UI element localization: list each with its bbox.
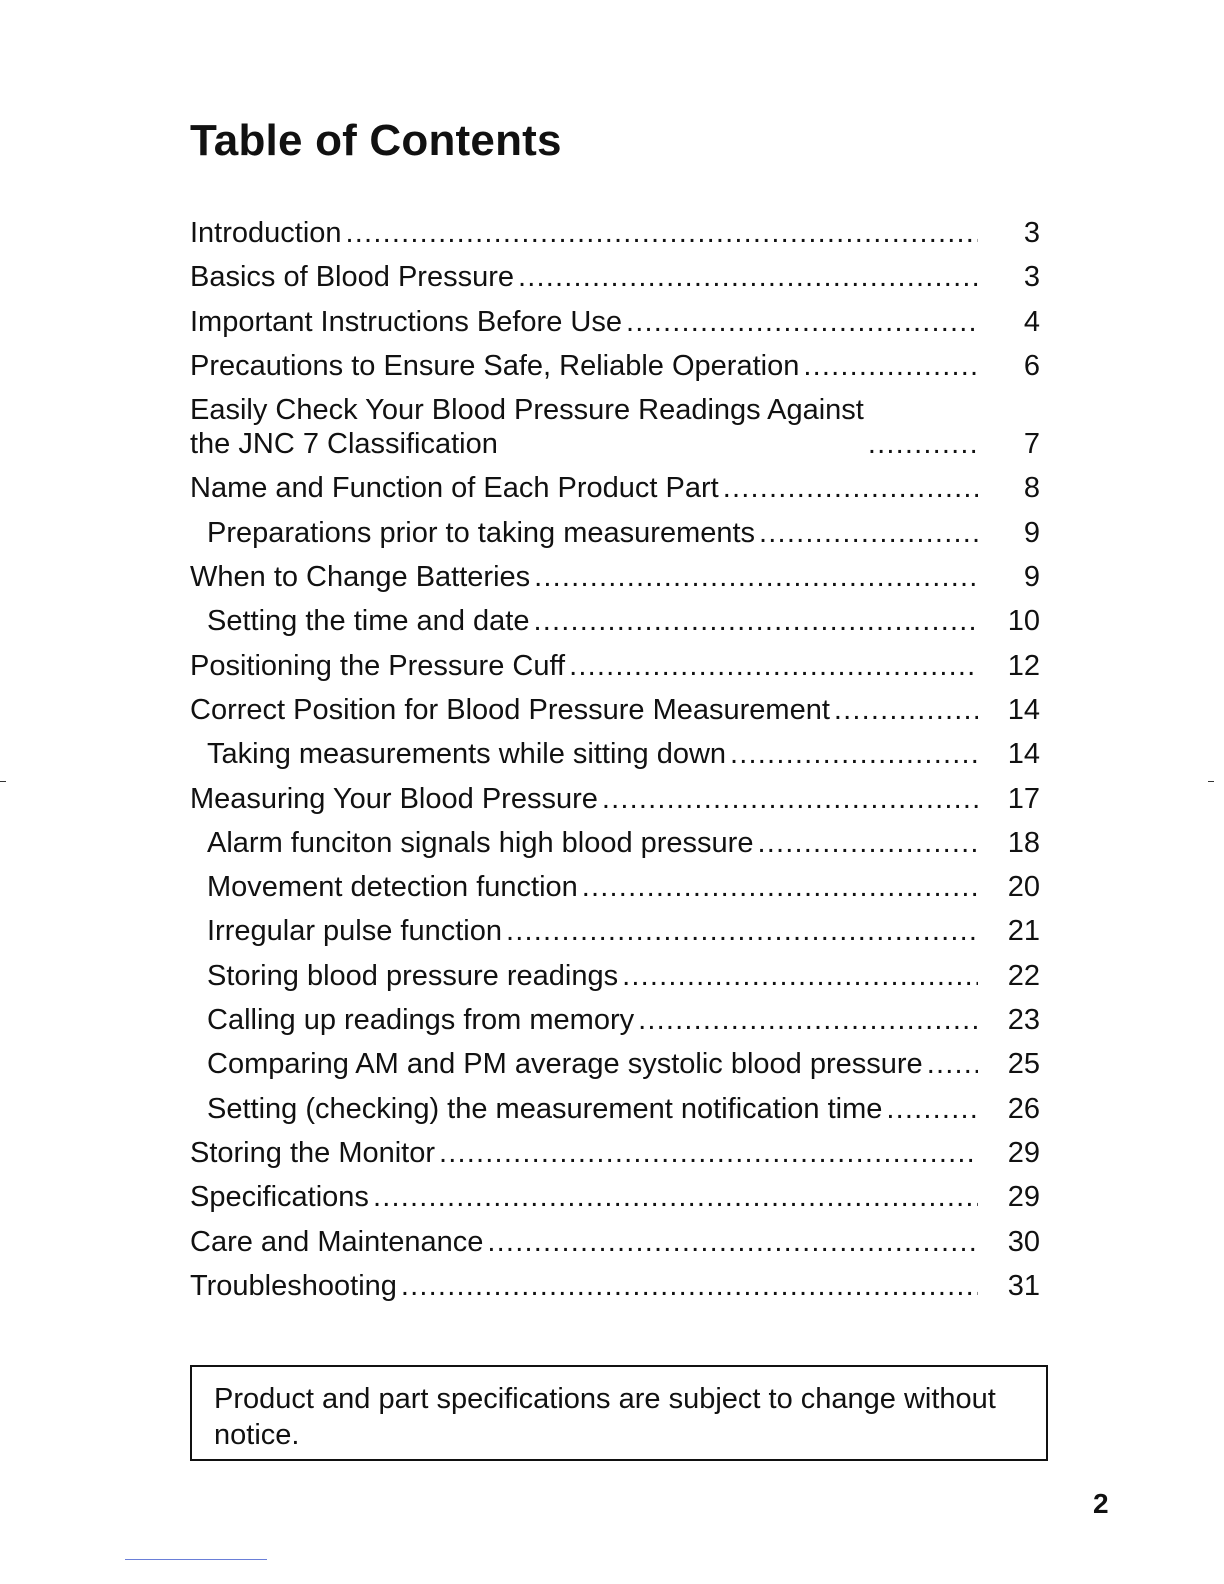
toc-entry-title [207, 604, 529, 638]
toc-entry-title-line: Storing blood pressure readings [207, 959, 619, 992]
toc-entry[interactable] [190, 604, 1040, 638]
toc-page-number: 22 [1007, 959, 1040, 992]
toc-entry-title-wrap [190, 516, 998, 550]
toc-entry-title [207, 516, 755, 550]
toc-entry-title-line: Correct Position for Blood Pressure Measurement [190, 693, 830, 726]
toc-entry-title-line: Measuring Your Blood Pressure [190, 782, 598, 815]
toc-entry-title-line: Easily Check Your Blood Pressure Readings Against [190, 394, 864, 427]
toc-page-number: 12 [1007, 649, 1040, 682]
toc-entry-title-wrap [190, 649, 998, 683]
toc-entry-title-wrap [190, 782, 998, 816]
toc-entry[interactable] [190, 260, 1040, 294]
toc-entry-title-line: Precautions to Ensure Safe, Reliable Operation [190, 349, 800, 382]
toc-entry-title-line: Setting the time and date [207, 605, 530, 638]
toc-dot-leader [868, 427, 978, 461]
toc-entry-title [190, 216, 342, 250]
toc-dot-leader [622, 959, 978, 993]
toc-dot-leader [626, 305, 978, 339]
toc-dot-leader [723, 471, 978, 505]
toc-entry-title-line: Comparing AM and PM average systolic blood pressure [207, 1048, 923, 1081]
toc-dot-leader [506, 914, 978, 948]
toc-dot-leader [803, 349, 978, 383]
toc-dot-leader [602, 782, 978, 816]
toc-page-number: 17 [1007, 782, 1040, 815]
toc-entry-title-wrap [190, 693, 998, 727]
table-of-contents [190, 216, 1040, 1313]
toc-dot-leader [346, 216, 978, 250]
toc-entry-title [190, 1136, 435, 1170]
toc-entry-title [190, 471, 719, 505]
toc-entry[interactable] [190, 1047, 1040, 1081]
toc-entry-title-line: Introduction [190, 217, 342, 249]
toc-entry-title-line: Movement detection function [207, 871, 578, 904]
toc-page-number: 31 [1007, 1269, 1040, 1302]
toc-entry-title-wrap [190, 1225, 998, 1259]
toc-entry-title-line: When to Change Batteries [190, 561, 531, 594]
toc-dot-leader [834, 693, 978, 727]
toc-dot-leader [533, 604, 978, 638]
toc-entry-title-wrap [190, 305, 998, 339]
toc-entry-title-wrap [190, 1269, 998, 1303]
crop-mark-right [1208, 781, 1214, 782]
toc-entry-title-wrap [190, 216, 998, 250]
toc-entry-title [207, 959, 618, 993]
toc-entry-title [207, 737, 726, 771]
toc-entry[interactable] [190, 649, 1040, 683]
toc-page-number: 21 [1007, 915, 1040, 948]
toc-entry-title [190, 260, 514, 294]
toc-dot-leader [534, 560, 978, 594]
toc-entry-title [207, 1092, 882, 1126]
toc-entry-title-line: Troubleshooting [190, 1269, 397, 1302]
toc-page-number: 23 [1007, 1004, 1040, 1037]
notice-box [190, 1365, 1048, 1461]
toc-entry[interactable] [190, 516, 1040, 550]
toc-entry[interactable] [190, 959, 1040, 993]
toc-page-number: 7 [1023, 428, 1040, 461]
toc-page-number: 18 [1007, 826, 1040, 859]
toc-entry-title-wrap [190, 959, 998, 993]
toc-entry-title-wrap [190, 914, 998, 948]
toc-entry-title-line: Calling up readings from memory [207, 1004, 635, 1037]
toc-dot-leader [757, 826, 978, 860]
toc-entry-title [190, 305, 622, 339]
toc-dot-leader [730, 737, 978, 771]
toc-page-number: 3 [1023, 261, 1040, 294]
toc-dot-leader [927, 1047, 978, 1081]
toc-entry-title [207, 1047, 923, 1081]
toc-page-number: 6 [1023, 349, 1040, 382]
toc-entry-title [190, 1180, 369, 1214]
toc-entry-title-wrap [190, 260, 998, 294]
toc-page-number: 8 [1023, 472, 1040, 505]
toc-page-number: 14 [1007, 693, 1040, 726]
toc-entry[interactable] [190, 782, 1040, 816]
page-number: 2 [1093, 1488, 1109, 1519]
toc-page-number: 3 [1023, 217, 1040, 249]
toc-dot-leader [759, 516, 978, 550]
toc-entry-title-line: Care and Maintenance [190, 1225, 484, 1258]
toc-entry[interactable] [190, 393, 1040, 461]
toc-entry-title [207, 914, 502, 948]
toc-entry[interactable] [190, 560, 1040, 594]
toc-entry[interactable] [190, 1180, 1040, 1214]
toc-entry-title-wrap [190, 1003, 998, 1037]
toc-entry[interactable] [190, 1269, 1040, 1303]
toc-entry-title-line: Preparations prior to taking measurements [207, 516, 756, 549]
toc-page-number: 14 [1007, 738, 1040, 771]
toc-entry-title [190, 782, 598, 816]
toc-dot-leader [373, 1180, 978, 1214]
page-title: Table of Contents [190, 116, 562, 165]
toc-entry-title-wrap [190, 1180, 998, 1214]
toc-entry[interactable] [190, 870, 1040, 904]
toc-entry-title-wrap [190, 737, 998, 771]
toc-entry-title-wrap [190, 1092, 998, 1126]
toc-dot-leader [518, 260, 978, 294]
toc-entry-title [190, 349, 799, 383]
toc-entry-title-line: Alarm funciton signals high blood pressure [207, 826, 754, 859]
toc-page-number: 29 [1007, 1136, 1040, 1169]
toc-dot-leader [487, 1225, 978, 1259]
toc-page-number: 30 [1007, 1225, 1040, 1258]
toc-page-number: 9 [1023, 516, 1040, 549]
toc-page-number: 9 [1023, 561, 1040, 594]
toc-page-number: 4 [1023, 305, 1040, 338]
toc-entry[interactable] [190, 305, 1040, 339]
toc-entry-title [190, 649, 565, 683]
toc-page-number: 20 [1007, 871, 1040, 904]
toc-entry-title [190, 393, 864, 461]
toc-entry-title-wrap [190, 560, 998, 594]
toc-entry-title [190, 560, 530, 594]
toc-dot-leader [638, 1003, 978, 1037]
toc-page-number: 26 [1007, 1092, 1040, 1125]
toc-entry-title-line: Important Instructions Before Use [190, 305, 622, 338]
toc-entry-title-wrap [190, 1047, 998, 1081]
toc-dot-leader [886, 1092, 978, 1126]
toc-entry-title-line: Storing the Monitor [190, 1136, 436, 1169]
toc-entry[interactable] [190, 1003, 1040, 1037]
toc-entry[interactable] [190, 349, 1040, 383]
bottom-rule [125, 1559, 267, 1560]
toc-entry-title-line: the JNC 7 Classification [190, 428, 498, 461]
toc-entry-title-wrap [190, 826, 998, 860]
toc-entry-title [190, 693, 830, 727]
toc-entry[interactable] [190, 1092, 1040, 1126]
toc-entry-title-line: Basics of Blood Pressure [190, 261, 514, 294]
toc-entry-title [207, 826, 753, 860]
toc-entry-title-wrap [190, 471, 998, 505]
toc-dot-leader [439, 1136, 978, 1170]
toc-dot-leader [582, 870, 978, 904]
toc-entry-title [207, 870, 578, 904]
toc-entry-title [190, 1269, 397, 1303]
toc-entry[interactable] [190, 216, 1040, 250]
toc-dot-leader [569, 649, 978, 683]
toc-entry[interactable] [190, 737, 1040, 771]
toc-entry[interactable] [190, 1136, 1040, 1170]
toc-entry[interactable] [190, 1225, 1040, 1259]
toc-entry-title-wrap [190, 393, 998, 461]
toc-entry-title-line: Irregular pulse function [207, 915, 502, 948]
toc-entry-title [207, 1003, 634, 1037]
toc-entry-title-wrap [190, 604, 998, 638]
toc-entry[interactable] [190, 693, 1040, 727]
toc-entry[interactable] [190, 826, 1040, 860]
toc-page-number: 10 [1007, 605, 1040, 638]
toc-entry-title-wrap [190, 349, 998, 383]
toc-entry-title-wrap [190, 870, 998, 904]
toc-entry-title [190, 1225, 483, 1259]
toc-entry-title-line: Setting (checking) the measurement notification time [207, 1092, 883, 1125]
toc-entry-title-line: Specifications [190, 1181, 369, 1214]
toc-page-number: 25 [1007, 1048, 1040, 1081]
toc-entry-title-line: Positioning the Pressure Cuff [190, 649, 566, 682]
toc-entry[interactable] [190, 471, 1040, 505]
crop-mark-left [0, 781, 6, 782]
toc-page-number: 29 [1007, 1181, 1040, 1214]
toc-entry-title-wrap [190, 1136, 998, 1170]
toc-dot-leader [401, 1269, 978, 1303]
toc-entry[interactable] [190, 914, 1040, 948]
notice-text: Product and part specifications are subject to change without notice. [214, 1383, 996, 1451]
toc-entry-title-line: Name and Function of Each Product Part [190, 472, 719, 505]
toc-entry-title-line: Taking measurements while sitting down [207, 738, 727, 771]
